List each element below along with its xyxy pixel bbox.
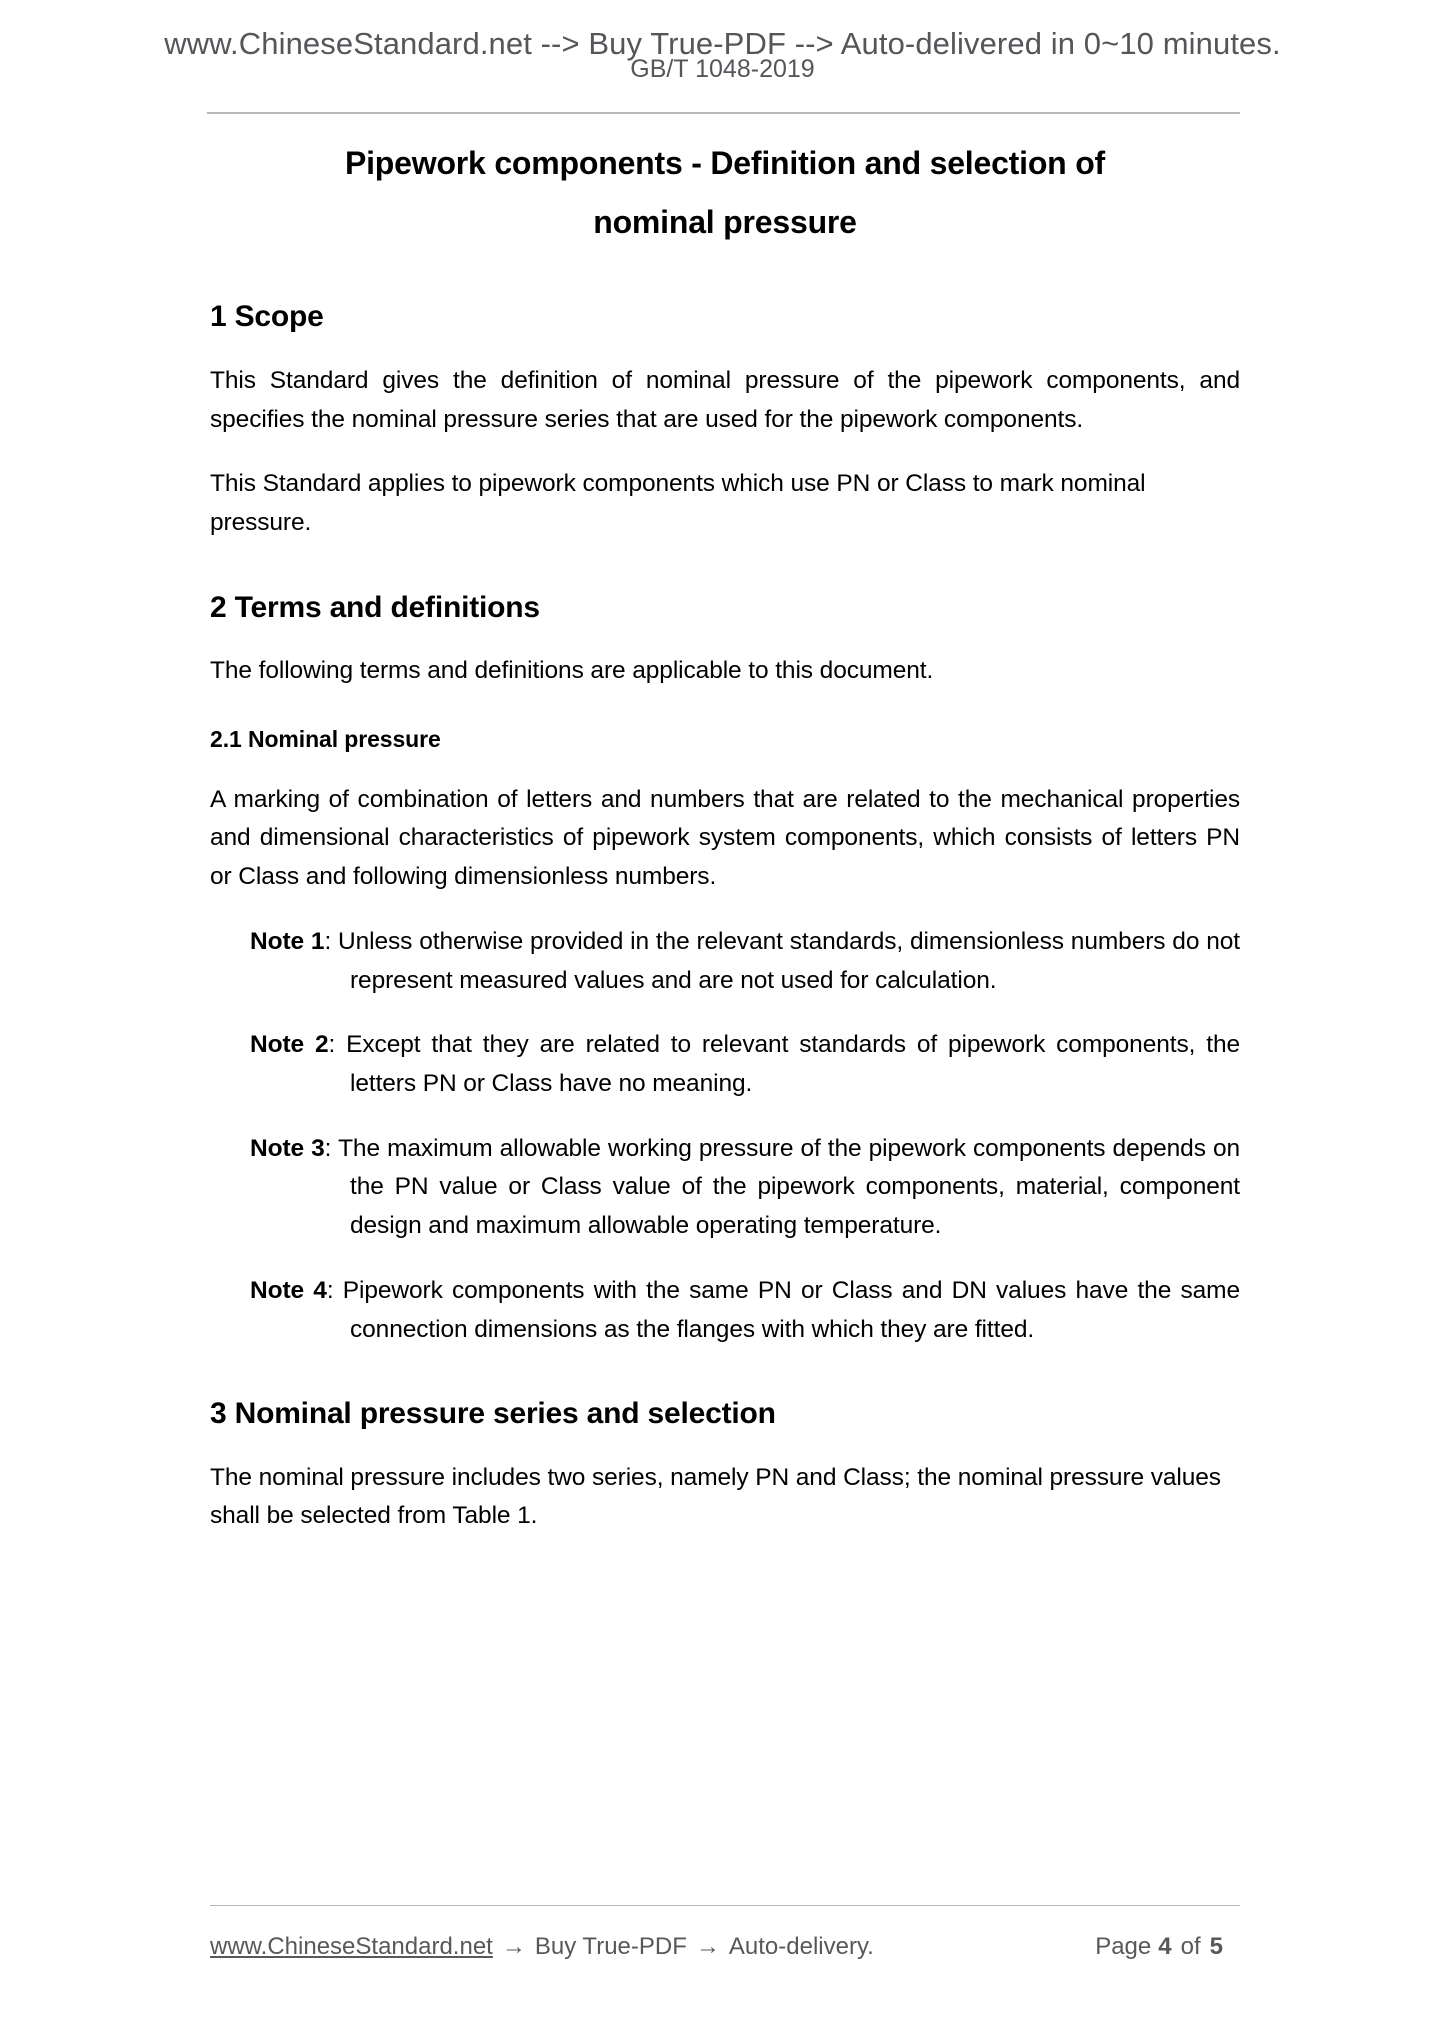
scope-paragraph-1: This Standard gives the definition of nominal pressure of the pipework components, and specifies the nominal pressure series that are used for the pipework components. — [210, 366, 1240, 433]
note-text: Pipework components with the same PN or Class and DN values have the same connection dimensions as the flanges with which they are fitted. — [342, 1276, 1240, 1343]
scope-paragraph-2: This Standard applies to pipework components which use PN or Class to mark nominal pressure. — [210, 470, 1146, 536]
note-separator: : — [324, 927, 332, 955]
page-of-label: of — [1180, 1933, 1201, 1960]
document-content — [210, 126, 1240, 1536]
page-title-line-1: Pipework components - Definition and selection of — [344, 145, 1106, 181]
page-total-number: 5 — [1209, 1933, 1223, 1960]
section-heading-scope: 1 Scope — [210, 300, 324, 334]
footer-divider — [210, 1905, 1240, 1906]
arrow-right-icon: → — [695, 1933, 720, 1960]
note-separator: : — [326, 1276, 334, 1304]
page-label: Page — [1095, 1933, 1152, 1960]
note-label: Note 2 — [250, 1031, 329, 1059]
note-label: Note 4 — [250, 1276, 327, 1304]
watermark-header-text: www.ChineseStandard.net --> Buy True-PDF --> Auto-delivered in 0~10 minutes. — [164, 26, 1281, 61]
note-label: Note 1 — [250, 927, 325, 955]
note-item — [250, 923, 1240, 1000]
note-text: Except that they are related to relevant standards of pipework components, the letters PN or Class have no meaning. — [346, 1031, 1240, 1097]
footer-mid-text: Buy True-PDF — [534, 1933, 687, 1960]
subsection-heading-nominal-pressure: 2.1 Nominal pressure — [210, 725, 441, 752]
note-item — [250, 1272, 1240, 1349]
page-title-line-2: nominal pressure — [593, 204, 857, 241]
note-text: Unless otherwise provided in the relevant standards, dimensionless numbers do not represent measured values and are not used for calculation. — [338, 927, 1240, 994]
nominal-pressure-definition: A marking of combination of letters and numbers that are related to the mechanical properties and dimensional characteristics of pipework system components, which consists of letters PN or Class and following dimensionless numbers. — [210, 785, 1240, 891]
header-divider — [207, 112, 1240, 114]
terms-intro-paragraph: The following terms and definitions are applicable to this document. — [210, 657, 934, 685]
page-title — [210, 126, 1240, 252]
page-indicator — [1095, 1933, 1230, 1961]
page-current-number: 4 — [1158, 1933, 1172, 1960]
note-item — [250, 1130, 1240, 1246]
note-label: Note 3 — [250, 1134, 325, 1162]
section-heading-series: 3 Nominal pressure series and selection — [210, 1397, 776, 1431]
series-paragraph-1: The nominal pressure includes two series, namely PN and Class; the nominal pressure values shall be selected from Table 1. — [210, 1463, 1221, 1530]
footer-site-link[interactable]: www.ChineseStandard.net — [210, 1933, 493, 1960]
footer-end-text: Auto-delivery. — [728, 1933, 874, 1960]
section-heading-terms: 2 Terms and definitions — [210, 590, 540, 624]
arrow-right-icon: → — [501, 1933, 526, 1960]
note-item — [250, 1026, 1240, 1103]
note-separator: : — [324, 1134, 332, 1162]
note-text: The maximum allowable working pressure of the pipework components depends on the PN value or Class value of the pipework components, material, component design and maximum allowable operating temperature. — [338, 1134, 1241, 1240]
note-separator: : — [328, 1031, 336, 1059]
page-footer — [210, 1925, 1240, 1969]
footer-promo — [210, 1933, 874, 1961]
standard-number-header: GB/T 1048-2019 — [630, 55, 815, 83]
